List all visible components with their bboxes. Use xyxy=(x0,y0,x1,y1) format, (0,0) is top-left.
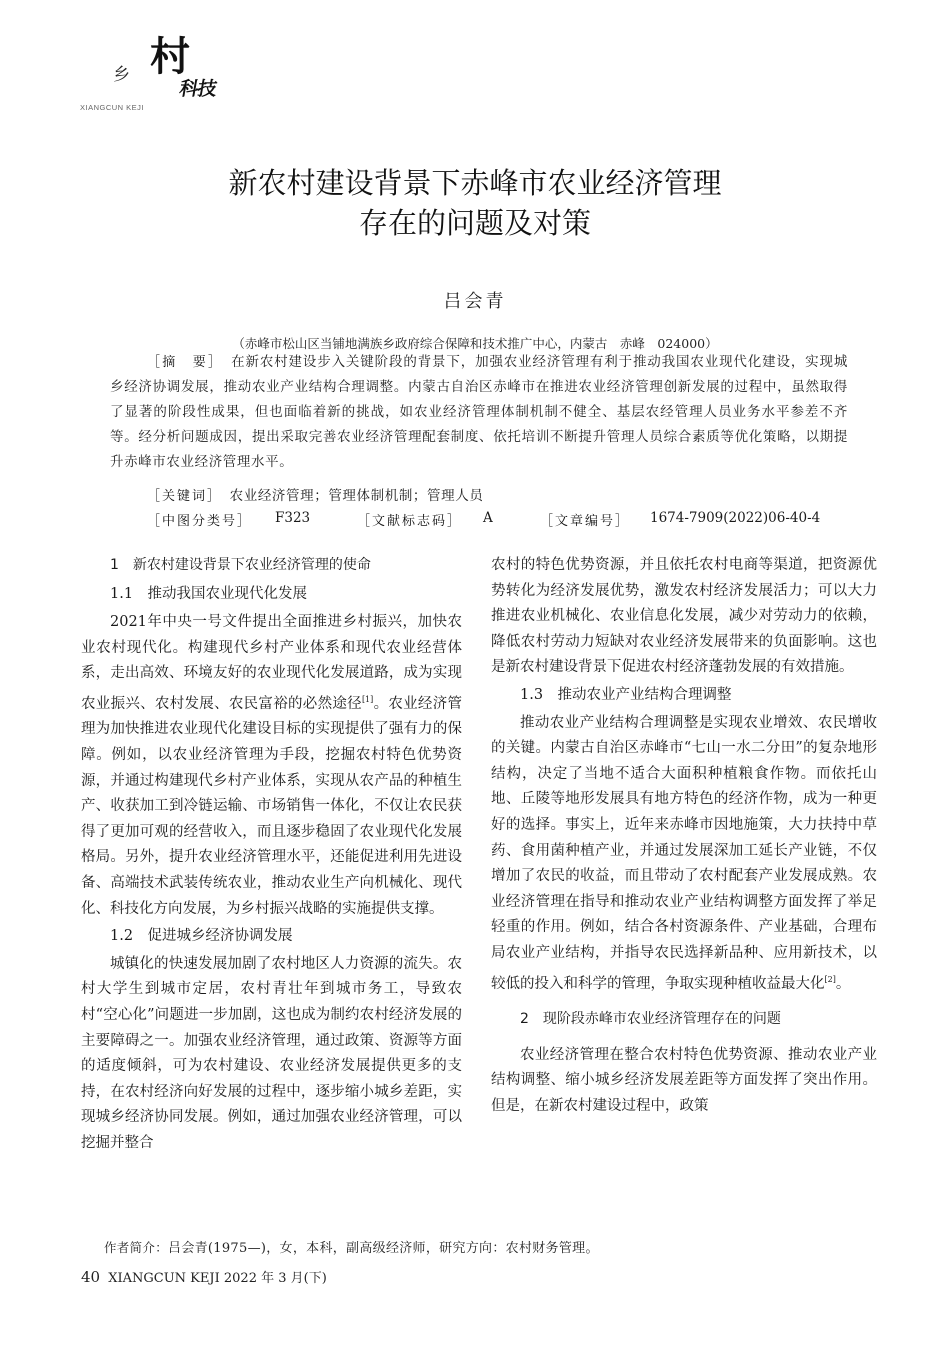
author-affiliation: （赤峰市松山区当铺地满族乡政府综合保障和技术推广中心，内蒙古 赤峰 024000） xyxy=(232,336,718,351)
paragraph: 2021年中央一号文件提出全面推进乡村振兴，加快农业农村现代化。构建现代乡村产业体系和现代农业经营体系，走出高效、环境友好的农业现代化发展道路，成为实现农业振兴、农村发展、农民富裕的必然途径[1]。农业经济管理为加快推进农业现代化建设目标的实现提供了强有力的保障。例如，以农业经济管理为手段，挖掘农村特色优势资源，并通过构建现代乡村产业体系，实现从农产品的种植生产、收获加工到冷链运输、市场销售一体化，不仅让农民获得了更加可观的经营收入，而且逐步稳固了农业现代化发展格局。另外，提升农业经济管理水平，还能促进利用先进设备、高端技术武装传统农业，推动农业生产向机械化、现代化、科技化方向发展，为乡村振兴战略的实施提供支撑。 xyxy=(81,614,462,917)
paper-title-line2: 存在的问题及对策 xyxy=(358,206,591,240)
section-heading-2: 2 现阶段赤峰市农业经济管理存在的问题 xyxy=(520,1010,781,1027)
logo-english: XIANGCUN KEJI xyxy=(80,103,145,112)
keywords xyxy=(147,484,483,504)
subsection-heading-1-1: 1.1 推动我国农业现代化发展 xyxy=(110,585,308,602)
left-column xyxy=(81,553,462,1156)
section-heading-1: 1 新农村建设背景下农业经济管理的使命 xyxy=(110,557,371,573)
citation-ref: [2] xyxy=(824,974,836,984)
author-bio xyxy=(104,1237,599,1256)
paragraph: 推动农业产业结构合理调整是实现农业增效、农民增收的关键。内蒙古自治区赤峰市“七山一水二分田”的复杂地形结构，决定了当地不适合大面积种植粮食作物。而依托山地、丘陵等地形发展具有地方特色的经济作物，成为一种更好的选择。事实上，近年来赤峰市因地施策，大力扶持中草药、食用菌种植产业，并通过发展深加工延长产业链，不仅增加了农民的收益，而且带动了农村配套产业发展成熟。农业经济管理在指导和推动农业产业结构调整方面发挥了举足轻重的作用。例如，结合各村资源条件、产业基础，合理布局农业产业结构，并指导农民选择新品种、应用新技术，以较低的投入和科学的管理，争取实现种植收益最大化[2]。 xyxy=(491,714,877,992)
issue-date: 2022 年 3 月(下) xyxy=(223,1271,327,1286)
art-label: ［文章编号］ xyxy=(540,514,631,529)
abstract-text: 在新农村建设步入关键阶段的背景下，加强农业经济管理有利于推动我国农业现代化建设，实现城乡经济协调发展，推动农业产业结构合理调整。内蒙古自治区赤峰市在推进农业经济管理创新发展的过程中，虽然取得了显著的阶段性成果，但也面临着新的挑战，如农业经济管理体制机制不健全、基层农经管理人员业务水平参差不齐等。经分析问题成因，提出采取完善农业经济管理配套制度、依托培训不断提升管理人员综合素质等优化策略，以期提升赤峰市农业经济管理水平。 xyxy=(110,354,848,470)
clc-value: F323 xyxy=(275,510,311,526)
page-footer xyxy=(81,1267,327,1286)
right-column xyxy=(491,553,877,1119)
subsection-heading-1-3: 1.3 推动农业产业结构合理调整 xyxy=(520,686,732,703)
subsection-heading-1-2: 1.2 促进城乡经济协调发展 xyxy=(110,928,293,945)
abstract-label: ［摘 要］ xyxy=(147,355,217,370)
journal-name: XIANGCUN KEJI xyxy=(108,1271,220,1286)
keywords-label: ［关键词］ xyxy=(147,489,216,504)
doc-value: A xyxy=(483,510,493,526)
paragraph: 城镇化的快速发展加剧了农村地区人力资源的流失。农村大学生到城市定居，农村青壮年到城市务工，导致农村“空心化”问题进一步加剧，这也成为制约农村经济发展的主要障碍之一。加强农业经济管理，通过政策、资源等方面的适度倾斜，可为农村建设、农业经济发展提供更多的支持，在农村经济向好发展的过程中，逐步缩小城乡差距，实现城乡经济协同发展。例如，通过加强农业经济管理，可以挖掘并整合 xyxy=(81,955,462,1151)
page-number: 40 xyxy=(81,1268,101,1286)
paragraph: 农村的特色优势资源，并且依托农村电商等渠道，把资源优势转化为经济发展优势，激发农村经济发展活力；可以大力推进农业机械化、农业信息化发展，减少对劳动力的依赖，降低农村劳动力短缺对农业经济发展带来的负面影响。这也是新农村建设背景下促进农村经济蓬勃发展的有效措施。 xyxy=(491,557,877,676)
bio-label: 作者简介： xyxy=(104,1240,169,1255)
bio-text: 吕会青(1975—)，女，本科，副高级经济师，研究方向：农村财务管理。 xyxy=(168,1241,599,1256)
logo-xiang: 乡 xyxy=(113,65,130,85)
clc-label: ［中图分类号］ xyxy=(147,514,253,529)
author-name: 吕会青 xyxy=(443,291,507,312)
logo-keji: 科技 xyxy=(177,78,218,100)
paragraph: 农业经济管理在整合农村特色优势资源、推动农业产业结构调整、缩小城乡经济发展差距等方面发挥了突出作用。但是，在新农村建设过程中，政策 xyxy=(491,1046,877,1114)
doc-label: ［文献标志码］ xyxy=(357,514,463,529)
citation-ref: [1] xyxy=(361,694,374,704)
abstract xyxy=(110,350,848,475)
keywords-text: 农业经济管理；管理体制机制；管理人员 xyxy=(229,488,484,504)
logo-cun: 村 xyxy=(150,34,190,80)
art-value: 1674-7909(2022)06-40-4 xyxy=(650,510,821,526)
paper-title-line1: 新农村建设背景下赤峰市农业经济管理 xyxy=(228,166,722,200)
